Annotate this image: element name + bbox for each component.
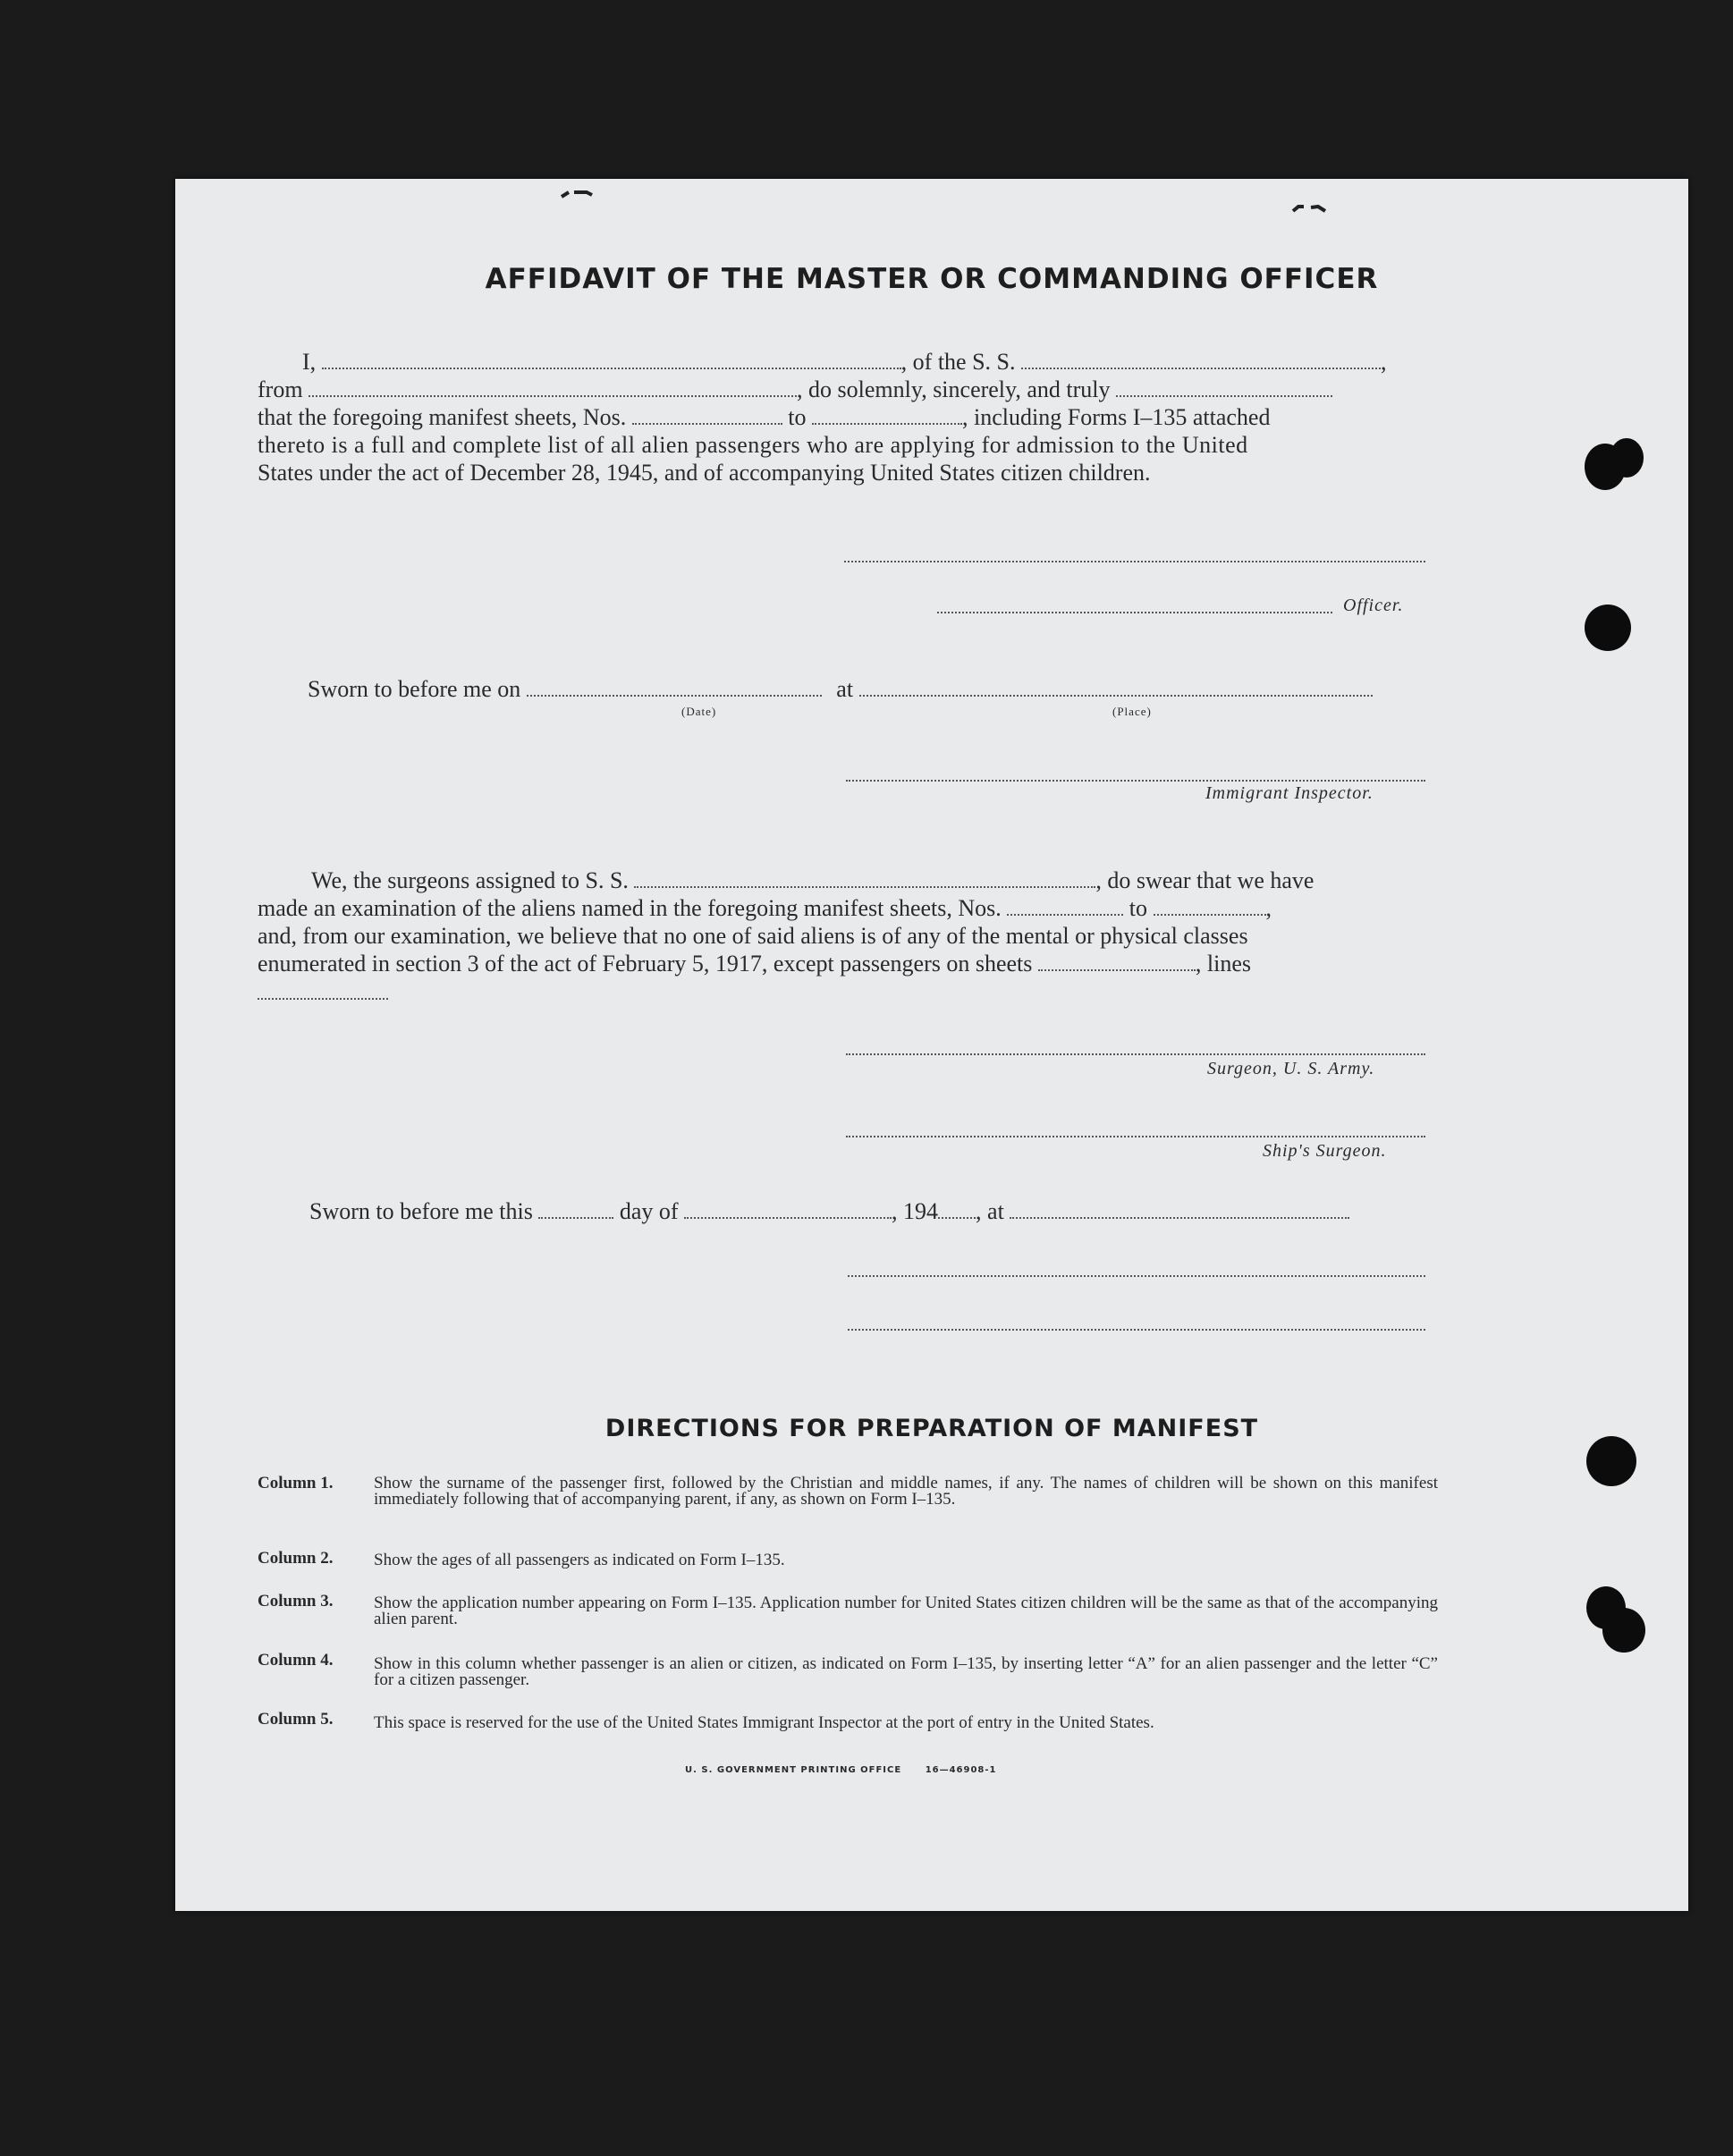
sworn-text: at (836, 676, 854, 702)
affidavit-line-4: thereto is a full and complete list of all alien passengers who are applying for admission to the United (258, 432, 1248, 458)
sworn2-signature-line-2[interactable] (848, 1329, 1425, 1331)
officer-signature-line[interactable] (937, 612, 1332, 613)
column-3-text: Show the application number appearing on Form I–135. Application number for United States citizen children will be the same as that of the accompanying alien parent. (374, 1594, 1438, 1628)
binder-hole (1602, 1608, 1645, 1653)
surgeons-text: We, the surgeons assigned to S. S. (311, 867, 629, 893)
surgeons-text: made an examination of the aliens named in the foregoing manifest sheets, Nos. (258, 895, 1002, 921)
army-surgeon-label: Surgeon, U. S. Army. (1207, 1059, 1375, 1078)
sworn2-text: Sworn to before me this (309, 1198, 533, 1224)
place-caption: (Place) (1112, 705, 1152, 718)
surgeons-line-3: and, from our examination, we believe that no one of said aliens is of any of the mental or physical classes (258, 923, 1248, 949)
ship-name-field[interactable] (1021, 350, 1381, 369)
scan-mark-right (1291, 204, 1327, 213)
affidavit-line-2 (258, 376, 1332, 403)
affidavit-text: that the foregoing manifest sheets, Nos. (258, 404, 627, 430)
affidavit-text: , (1381, 349, 1387, 375)
date-caption: (Date) (681, 705, 717, 718)
sworn-line-1 (308, 676, 1373, 703)
sheets-to-field[interactable] (812, 405, 962, 425)
scan-mark-left (560, 190, 596, 199)
affidavit-text: , do solemnly, sincerely, and truly (797, 376, 1111, 402)
except-sheets-field[interactable] (1038, 951, 1196, 971)
form-code: 16—46908-1 (925, 1765, 997, 1775)
affidavit-line-3 (258, 404, 1270, 431)
surgeons-text: , lines (1195, 951, 1252, 977)
except-lines-field[interactable] (258, 998, 388, 1000)
sheets-from-field[interactable] (632, 405, 782, 425)
surgeons-sheets-from-field[interactable] (1007, 896, 1123, 916)
column-3-label: Column 3. (258, 1592, 334, 1611)
officer-label: Officer. (1343, 596, 1404, 615)
affidavit-text: , including Forms I–135 attached (962, 404, 1271, 430)
surgeons-ship-field[interactable] (634, 868, 1095, 888)
column-2-label: Column 2. (258, 1549, 334, 1568)
ship-surgeon-signature-line[interactable] (846, 1136, 1425, 1137)
sworn2-place-field[interactable] (1010, 1199, 1349, 1219)
binder-hole (1610, 438, 1644, 478)
form-page (175, 179, 1688, 1911)
affidavit-text: I, (302, 349, 317, 375)
directions-title: DIRECTIONS FOR PREPARATION OF MANIFEST (604, 1415, 1259, 1442)
surgeons-text: enumerated in section 3 of the act of February 5, 1917, except passengers on sheets (258, 951, 1033, 977)
sworn-line-2 (309, 1198, 1349, 1225)
surgeons-text: , (1265, 895, 1272, 921)
column-4-label: Column 4. (258, 1651, 334, 1670)
surgeons-text: to (1129, 895, 1147, 921)
sworn-month-field[interactable] (684, 1199, 892, 1219)
sworn-day-field[interactable] (538, 1199, 613, 1219)
inspector-label: Immigrant Inspector. (1205, 783, 1374, 803)
column-4-text: Show in this column whether passenger is an alien or citizen, as indicated on Form I–135, by inserting letter “A” for an alien passenger and the letter “C” for a citizen passenger. (374, 1654, 1438, 1689)
master-name-field[interactable] (322, 350, 901, 369)
printer-name: U. S. GOVERNMENT PRINTING OFFICE (685, 1765, 902, 1775)
sworn-text: Sworn to before me on (308, 676, 521, 702)
army-surgeon-signature-line[interactable] (846, 1053, 1425, 1055)
affidavit-title: AFFIDAVIT OF THE MASTER OR COMMANDING OFFICER (485, 263, 1379, 295)
surgeons-line-4 (258, 951, 1251, 977)
master-signature-line[interactable] (844, 561, 1425, 562)
column-1-text: Show the surname of the passenger first, followed by the Christian and middle names, if any. The names of children will be shown on this manifest immediately following that of accompanying parent, if any, as shown on Form I–135. (374, 1474, 1438, 1509)
sworn2-text: , at (976, 1198, 1004, 1224)
affidavit-line-1 (302, 349, 1387, 376)
column-1-label: Column 1. (258, 1474, 334, 1492)
ship-surgeon-label: Ship's Surgeon. (1263, 1141, 1387, 1161)
column-5-label: Column 5. (258, 1710, 334, 1729)
affidavit-text: to (788, 404, 807, 430)
inspector-signature-line[interactable] (846, 780, 1425, 782)
affidavit-text: , of the S. S. (900, 349, 1016, 375)
column-5-text: This space is reserved for the use of the United States Immigrant Inspector at the port of entry in the United States. (374, 1713, 1154, 1732)
printer-imprint (685, 1765, 997, 1775)
sworn-date-field[interactable] (527, 677, 822, 697)
surgeons-line-1 (311, 867, 1314, 894)
surgeons-sheets-to-field[interactable] (1154, 896, 1266, 916)
surgeons-line-2 (258, 895, 1272, 922)
oath-field[interactable] (1116, 377, 1332, 397)
binder-hole (1585, 605, 1631, 651)
sworn2-signature-line-1[interactable] (848, 1275, 1425, 1277)
sworn2-text: day of (619, 1198, 679, 1224)
sworn-place-field[interactable] (859, 677, 1373, 697)
from-port-field[interactable] (309, 377, 797, 397)
sworn-year-field[interactable] (938, 1199, 976, 1219)
sworn2-text: , 194 (892, 1198, 939, 1224)
binder-hole (1586, 1436, 1636, 1486)
surgeons-text: , do swear that we have (1095, 867, 1315, 893)
affidavit-line-5: States under the act of December 28, 1945, and of accompanying United States citizen children. (258, 460, 1151, 486)
column-2-text: Show the ages of all passengers as indicated on Form I–135. (374, 1551, 785, 1569)
affidavit-text: from (258, 376, 303, 402)
